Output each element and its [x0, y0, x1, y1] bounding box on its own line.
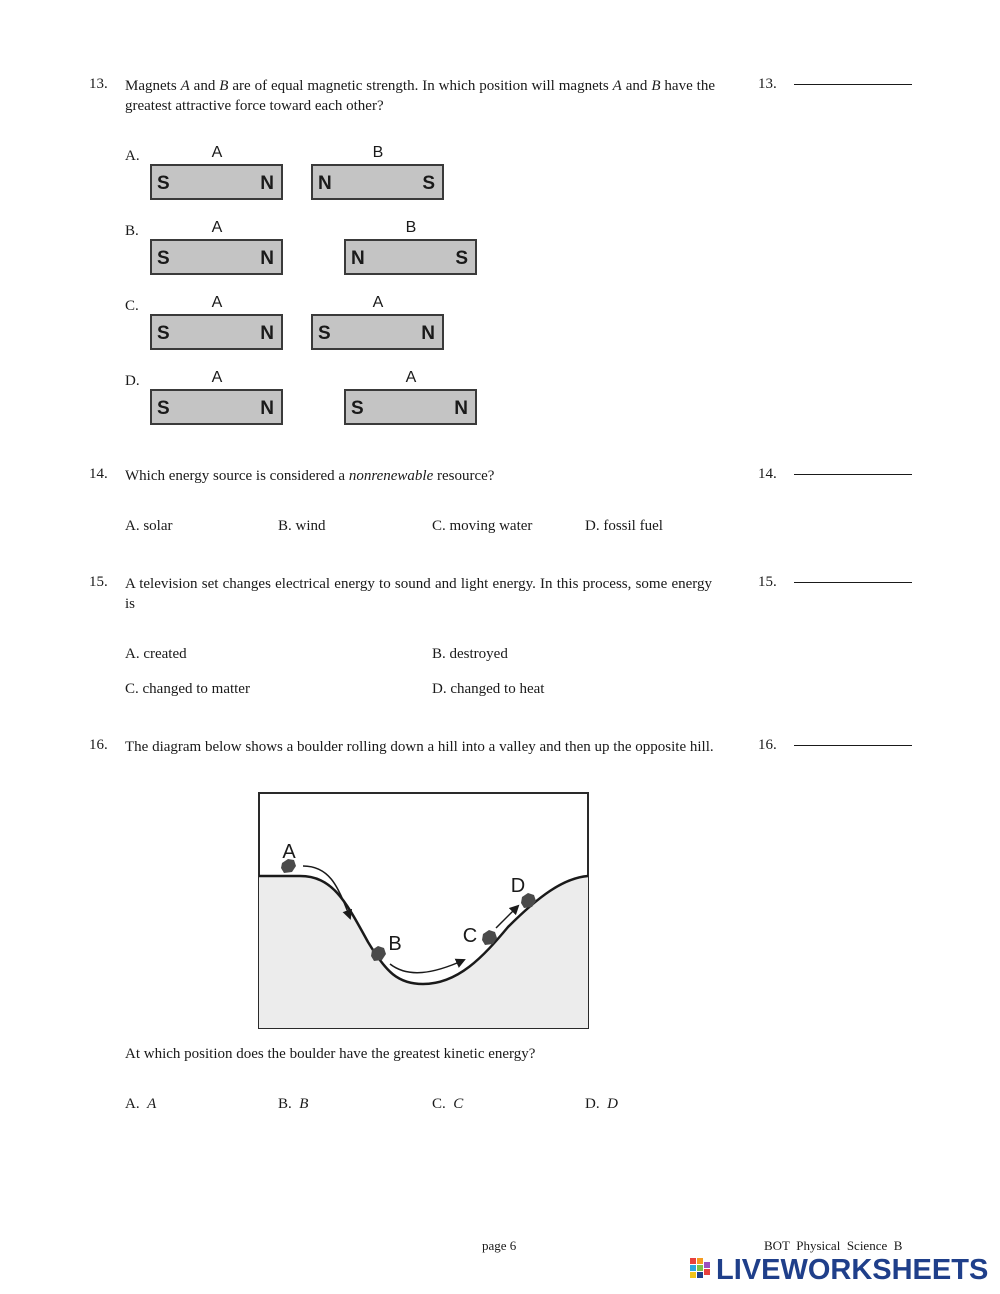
magnet-pole: S [157, 398, 170, 419]
course-title: BOT Physical Science B [764, 1238, 903, 1253]
magnet-pole: S [157, 248, 170, 269]
q14-choice-b[interactable]: B. wind [278, 518, 326, 534]
diagram-label-b: B [388, 933, 402, 955]
magnet-pole: S [422, 173, 435, 194]
magnet-name: A [372, 294, 384, 311]
liveworksheets-logo[interactable]: LIVEWORKSHEETS [716, 1254, 989, 1286]
magnet-name: A [405, 369, 417, 386]
magnet-bar [311, 314, 444, 350]
magnet-bar [150, 389, 283, 425]
magnet-name: B [405, 219, 417, 236]
magnet-pole: N [421, 323, 435, 344]
magnet-pole: N [318, 173, 332, 194]
q13-answer-number: 13. [758, 76, 777, 92]
magnet-bar [311, 164, 444, 200]
magnet-bar [150, 314, 283, 350]
q14-number: 14. [89, 466, 108, 482]
q14-choice-c[interactable]: C. moving water [432, 518, 533, 534]
magnet-pole: N [260, 398, 274, 419]
q14-choice-a[interactable]: A. solar [125, 518, 173, 534]
q13-option-a-label[interactable]: A. [125, 148, 140, 164]
q14-text: Which energy source is considered a nonrenewable resource? [125, 468, 495, 484]
magnet-pole: S [157, 323, 170, 344]
q13-option-d-label[interactable]: D. [125, 373, 140, 389]
magnet-name: A [211, 219, 223, 236]
q16-text: The diagram below shows a boulder rolling down a hill into a valley and then up the opposite hill. [125, 739, 714, 755]
q15-answer-number: 15. [758, 574, 777, 590]
diagram-label-d: D [510, 875, 526, 897]
magnet-bar [344, 239, 477, 275]
q16-choice-d[interactable]: D. D [585, 1096, 618, 1112]
magnet-pole: S [157, 173, 170, 194]
q13-number: 13. [89, 76, 108, 92]
q15-number: 15. [89, 574, 108, 590]
q16-answer-blank[interactable] [794, 737, 912, 746]
q13-text: Magnets A and B are of equal magnetic strength. In which position will magnets A and B have the greatest attractive force toward each other? [125, 78, 715, 114]
magnet-pole: N [454, 398, 468, 419]
q15-choice-d[interactable]: D. changed to heat [432, 681, 545, 697]
q15-choice-a[interactable]: A. created [125, 646, 187, 662]
diagram-label-c: C [462, 925, 478, 947]
boulder-hill-diagram [258, 792, 590, 1030]
magnet-pole: N [351, 248, 365, 269]
q15-choice-c[interactable]: C. changed to matter [125, 681, 250, 697]
page-number: page 6 [482, 1238, 517, 1253]
diagram-label-a: A [282, 841, 296, 863]
q16-choice-a[interactable]: A. A [125, 1096, 157, 1112]
q13-option-c-label[interactable]: C. [125, 298, 139, 314]
magnet-name: A [211, 369, 223, 386]
magnet-pole: S [455, 248, 468, 269]
q16-followup: At which position does the boulder have the greatest kinetic energy? [125, 1046, 536, 1062]
q16-answer-number: 16. [758, 737, 777, 753]
q14-answer-number: 14. [758, 466, 777, 482]
magnet-bar [150, 239, 283, 275]
q13-answer-blank[interactable] [794, 76, 912, 85]
q16-choice-b[interactable]: B. B [278, 1096, 309, 1112]
q16-number: 16. [89, 737, 108, 753]
magnet-name: A [211, 294, 223, 311]
q14-answer-blank[interactable] [794, 466, 912, 475]
magnet-pole: N [260, 248, 274, 269]
q13-option-b-label[interactable]: B. [125, 223, 139, 239]
magnet-pole: S [318, 323, 331, 344]
q16-choice-c[interactable]: C. C [432, 1096, 464, 1112]
magnet-bar [344, 389, 477, 425]
magnet-name: A [211, 144, 223, 161]
magnet-bar [150, 164, 283, 200]
q15-text: A television set changes electrical energy to sound and light energy. In this process, some energy is [125, 576, 712, 612]
q15-choice-b[interactable]: B. destroyed [432, 646, 508, 662]
magnet-pole: S [351, 398, 364, 419]
q15-answer-blank[interactable] [794, 574, 912, 583]
magnet-pole: N [260, 173, 274, 194]
magnet-name: B [372, 144, 384, 161]
q14-choice-d[interactable]: D. fossil fuel [585, 518, 663, 534]
magnet-pole: N [260, 323, 274, 344]
